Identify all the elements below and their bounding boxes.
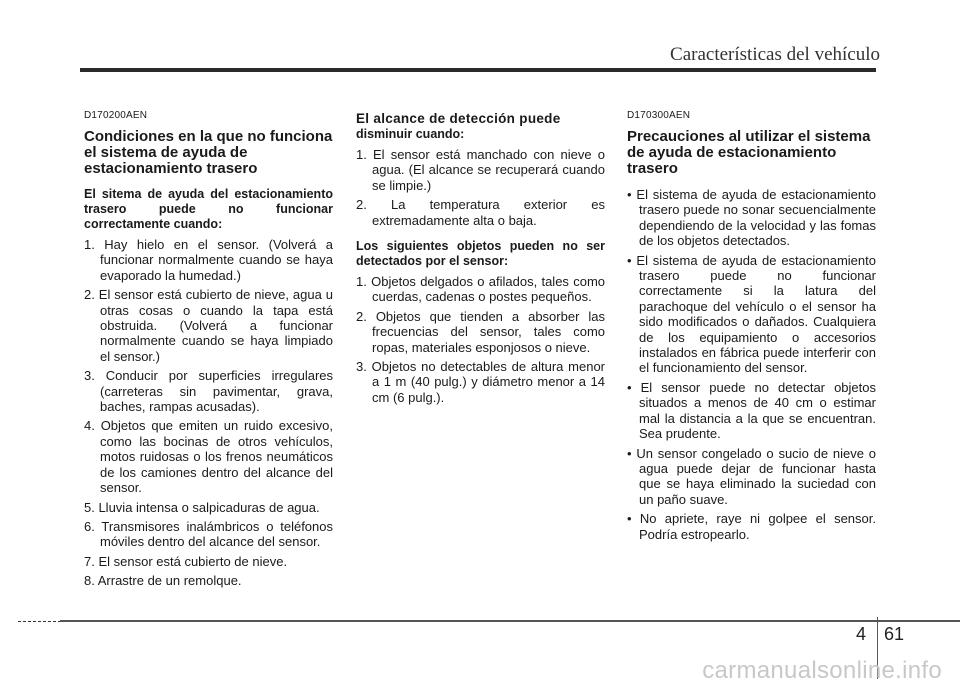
- page-header-title: Características del vehículo: [670, 44, 880, 65]
- range-subheading: [356, 111, 605, 142]
- list-item: 3. Objetos no detectables de altura menor a 1 m (40 pulg.) y diámetro menor a 14 cm (6 pulg.).: [356, 359, 605, 405]
- range-subheading-line2: disminuir cuando:: [356, 127, 465, 141]
- list-item: • El sensor puede no detectar objetos situados a menos de 40 cm o estimar mal la distancia a la que se encuentran. Sea prudente.: [627, 379, 876, 442]
- column-middle: [356, 111, 605, 409]
- list-item: 7. El sensor está cubierto de nieve.: [84, 553, 288, 569]
- list-item: 5. Lluvia intensa o salpicaduras de agua.: [84, 499, 320, 515]
- chapter-number: 4: [856, 624, 867, 644]
- list-item: • El sistema de ayuda de estacionamiento trasero puede no funcionar correctamente si la latura del parachoque del vehículo o el sensor ha sido modificados o dañados. Cualquiera de los equipamiento o accesorios instalados en fábrica puede interferir con el funcionamiento del sensor.: [627, 252, 876, 376]
- list-item: 1. El sensor está manchado con nieve o agua. (El alcance se recuperará cuando se limpie.): [356, 147, 605, 193]
- objects-subheading: Los siguientes objetos pueden no ser detectados por el sensor:: [356, 239, 605, 269]
- list-item: 6. Transmisores inalámbricos o teléfonos móviles dentro del alcance del sensor.: [84, 518, 333, 550]
- conditions-list: [84, 237, 333, 589]
- column-left: [84, 110, 333, 593]
- list-item: 2. La temperatura exterior es extremadamente alta o baja.: [356, 197, 605, 228]
- section-heading: Condiciones en la que no funciona el sistema de ayuda de estacionamiento trasero: [84, 128, 333, 177]
- list-item: 1. Hay hielo en el sensor. (Volverá a funcionar normalmente cuando se haya evaporado la humedad.): [84, 237, 333, 283]
- watermark: carmanualsonline.info: [702, 657, 942, 684]
- list-item: 2. Objetos que tienden a absorber las frecuencias del sensor, tales como ropas, materiales esponjosos o nieve.: [356, 308, 605, 355]
- objects-list: [356, 274, 605, 405]
- section-subheading: El sitema de ayuda del estacionamiento trasero puede no funcionar correctamente cuando:: [84, 187, 333, 231]
- list-item: 2. El sensor está cubierto de nieve, agua u otras cosas o cuando la tapa está obstruida. (Volverá a funcionar normalmente cuando se haya limpiado el sensor.): [84, 287, 333, 364]
- footer-rule-solid: [60, 620, 960, 622]
- section-code: D170200AEN: [84, 110, 148, 121]
- section-heading: Precauciones al utilizar el sistema de ayuda de estacionamiento trasero: [627, 128, 871, 177]
- list-item: 8. Arrastre de un remolque.: [84, 573, 242, 589]
- range-list: [356, 147, 605, 228]
- header-rule: [80, 68, 876, 72]
- list-item: • No apriete, raye ni golpee el sensor. Podría estropearlo.: [627, 511, 876, 542]
- list-item: • El sistema de ayuda de estacionamiento trasero puede no sonar secuencialmente dependiendo de la velocidad y las fomas de los objetos detectados.: [627, 187, 876, 249]
- page-number: 61: [884, 624, 905, 644]
- precautions-list: [627, 187, 876, 542]
- section-code: D170300AEN: [627, 110, 691, 121]
- range-subheading-line1: El alcance de detección puede: [356, 111, 561, 126]
- list-item: 1. Objetos delgados o afilados, tales como cuerdas, cadenas o postes pequeños.: [356, 274, 605, 305]
- list-item: • Un sensor congelado o sucio de nieve o agua puede dejar de funcionar hasta que se haya eliminado la suciedad con un paño suave.: [627, 445, 876, 507]
- list-item: 4. Objetos que emiten un ruido excesivo, como las bocinas de otros vehículos, motos ruidosas o los frenos neumáticos de los camiones dentro del alcance del sensor.: [84, 418, 333, 496]
- list-item: 3. Conducir por superficies irregulares (carreteras sin pavimentar, grava, baches, rampas acusadas).: [84, 368, 333, 415]
- column-right: [627, 110, 876, 546]
